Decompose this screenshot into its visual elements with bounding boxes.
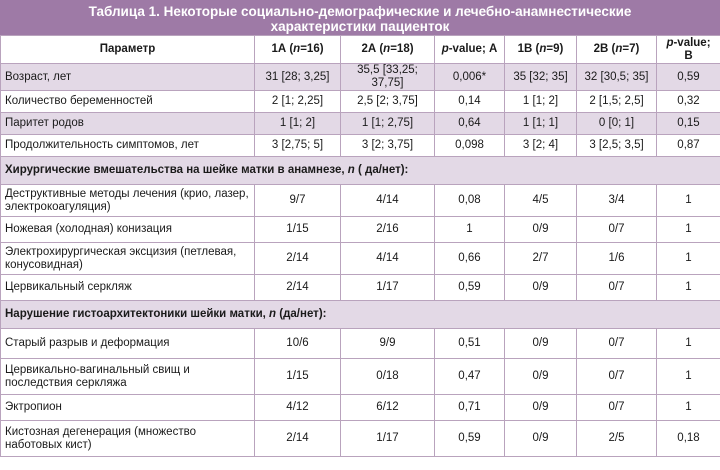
cell-1a: 3 [2,75; 5] <box>255 135 341 157</box>
cell-2a: 9/9 <box>341 329 435 359</box>
cell-pvalue-b: 1 <box>657 217 720 243</box>
table-row <box>1 91 720 113</box>
cell-2a: 1/17 <box>341 421 435 457</box>
cell-pvalue-a: 0,006* <box>435 64 505 91</box>
cell-1b: 0/9 <box>505 395 577 421</box>
cell-1b: 0/9 <box>505 275 577 301</box>
table-row <box>1 64 720 91</box>
cell-2b: 0/7 <box>577 275 657 301</box>
row-param: Паритет родов <box>1 113 255 135</box>
table-row <box>1 217 720 243</box>
cell-1a: 2/14 <box>255 421 341 457</box>
cell-1a: 10/6 <box>255 329 341 359</box>
section-title-histoarchitecture: Нарушение гистоархитектоники шейки матки, n (да/нет): <box>1 301 720 329</box>
table-row <box>1 275 720 301</box>
cell-pvalue-a: 0,64 <box>435 113 505 135</box>
row-param: Цервикально-вагинальный свищ и последствия серкляжа <box>1 359 255 395</box>
row-param: Старый разрыв и деформация <box>1 329 255 359</box>
cell-1a: 2/14 <box>255 243 341 275</box>
cell-pvalue-b: 0,87 <box>657 135 720 157</box>
header-group-2b: 2В (n=7) <box>577 36 657 64</box>
table-row <box>1 395 720 421</box>
cell-pvalue-b: 0,59 <box>657 64 720 91</box>
cell-2a: 3 [2; 3,75] <box>341 135 435 157</box>
row-param: Деструктивные методы лечения (крио, лазер, электрокоагуляция) <box>1 185 255 217</box>
cell-pvalue-b: 1 <box>657 329 720 359</box>
cell-2b: 0/7 <box>577 217 657 243</box>
cell-pvalue-a: 0,47 <box>435 359 505 395</box>
table-row <box>1 113 720 135</box>
cell-2b: 0/7 <box>577 395 657 421</box>
cell-2a: 4/14 <box>341 185 435 217</box>
cell-1a: 2/14 <box>255 275 341 301</box>
table-row <box>1 359 720 395</box>
cell-2b: 0 [0; 1] <box>577 113 657 135</box>
cell-pvalue-a: 0,71 <box>435 395 505 421</box>
row-param: Возраст, лет <box>1 64 255 91</box>
table-header-row <box>1 36 720 64</box>
row-param: Электрохирургическая эксцизия (петлевая, конусовидная) <box>1 243 255 275</box>
table-row <box>1 329 720 359</box>
row-param: Ножевая (холодная) конизация <box>1 217 255 243</box>
cell-2b: 0/7 <box>577 359 657 395</box>
cell-1a: 1 [1; 2] <box>255 113 341 135</box>
row-param: Кистозная дегенерация (множество наботовых кист) <box>1 421 255 457</box>
cell-2b: 32 [30,5; 35] <box>577 64 657 91</box>
cell-1b: 1 [1; 1] <box>505 113 577 135</box>
cell-2a: 1/17 <box>341 275 435 301</box>
cell-pvalue-a: 0,59 <box>435 421 505 457</box>
cell-1a: 9/7 <box>255 185 341 217</box>
cell-pvalue-b: 1 <box>657 243 720 275</box>
cell-1b: 35 [32; 35] <box>505 64 577 91</box>
cell-pvalue-b: 1 <box>657 359 720 395</box>
cell-2b: 0/7 <box>577 329 657 359</box>
cell-1b: 0/9 <box>505 359 577 395</box>
cell-2b: 3 [2,5; 3,5] <box>577 135 657 157</box>
cell-pvalue-b: 1 <box>657 395 720 421</box>
table-row <box>1 185 720 217</box>
cell-pvalue-b: 0,15 <box>657 113 720 135</box>
section-title-surgical: Хирургические вмешательства на шейке матки в анамнезе, n ( да/нет): <box>1 157 720 185</box>
cell-2b: 2 [1,5; 2,5] <box>577 91 657 113</box>
section-surgical-history <box>1 157 720 185</box>
cell-pvalue-a: 0,098 <box>435 135 505 157</box>
table-row <box>1 243 720 275</box>
row-param: Продолжительность симптомов, лет <box>1 135 255 157</box>
cell-1a: 1/15 <box>255 217 341 243</box>
cell-1b: 0/9 <box>505 329 577 359</box>
table-row <box>1 135 720 157</box>
header-param: Параметр <box>1 36 255 64</box>
cell-2b: 2/5 <box>577 421 657 457</box>
header-group-2a: 2А (n=18) <box>341 36 435 64</box>
patient-characteristics-table <box>0 35 720 457</box>
cell-2b: 1/6 <box>577 243 657 275</box>
table-caption <box>0 0 720 35</box>
row-param: Количество беременностей <box>1 91 255 113</box>
cell-pvalue-a: 0,08 <box>435 185 505 217</box>
table-row <box>1 421 720 457</box>
cell-1b: 3 [2; 4] <box>505 135 577 157</box>
cell-2a: 1 [1; 2,75] <box>341 113 435 135</box>
header-pvalue-b: p-value; В <box>657 36 720 64</box>
cell-pvalue-b: 1 <box>657 275 720 301</box>
cell-2b: 3/4 <box>577 185 657 217</box>
row-param: Эктропион <box>1 395 255 421</box>
cell-pvalue-b: 0,32 <box>657 91 720 113</box>
header-pvalue-a: p-value; А <box>435 36 505 64</box>
section-histoarchitecture <box>1 301 720 329</box>
cell-pvalue-a: 0,14 <box>435 91 505 113</box>
cell-2a: 35,5 [33,25; 37,75] <box>341 64 435 91</box>
cell-1b: 2/7 <box>505 243 577 275</box>
cell-1b: 0/9 <box>505 421 577 457</box>
cell-pvalue-b: 0,18 <box>657 421 720 457</box>
cell-1b: 4/5 <box>505 185 577 217</box>
cell-1a: 1/15 <box>255 359 341 395</box>
cell-2a: 2/16 <box>341 217 435 243</box>
cell-pvalue-a: 0,51 <box>435 329 505 359</box>
row-param: Цервикальный серкляж <box>1 275 255 301</box>
cell-1b: 1 [1; 2] <box>505 91 577 113</box>
cell-1b: 0/9 <box>505 217 577 243</box>
cell-2a: 2,5 [2; 3,75] <box>341 91 435 113</box>
cell-1a: 31 [28; 3,25] <box>255 64 341 91</box>
cell-2a: 0/18 <box>341 359 435 395</box>
cell-pvalue-b: 1 <box>657 185 720 217</box>
cell-2a: 4/14 <box>341 243 435 275</box>
cell-pvalue-a: 0,59 <box>435 275 505 301</box>
header-group-1a: 1А (n=16) <box>255 36 341 64</box>
header-group-1b: 1В (n=9) <box>505 36 577 64</box>
cell-pvalue-a: 0,66 <box>435 243 505 275</box>
cell-1a: 4/12 <box>255 395 341 421</box>
caption-line-1: Таблица 1. Некоторые социально-демографические и лечебно-анамнестические <box>88 4 632 19</box>
cell-pvalue-a: 1 <box>435 217 505 243</box>
caption-line-2: характеристики пациенток <box>270 19 450 34</box>
cell-1a: 2 [1; 2,25] <box>255 91 341 113</box>
cell-2a: 6/12 <box>341 395 435 421</box>
